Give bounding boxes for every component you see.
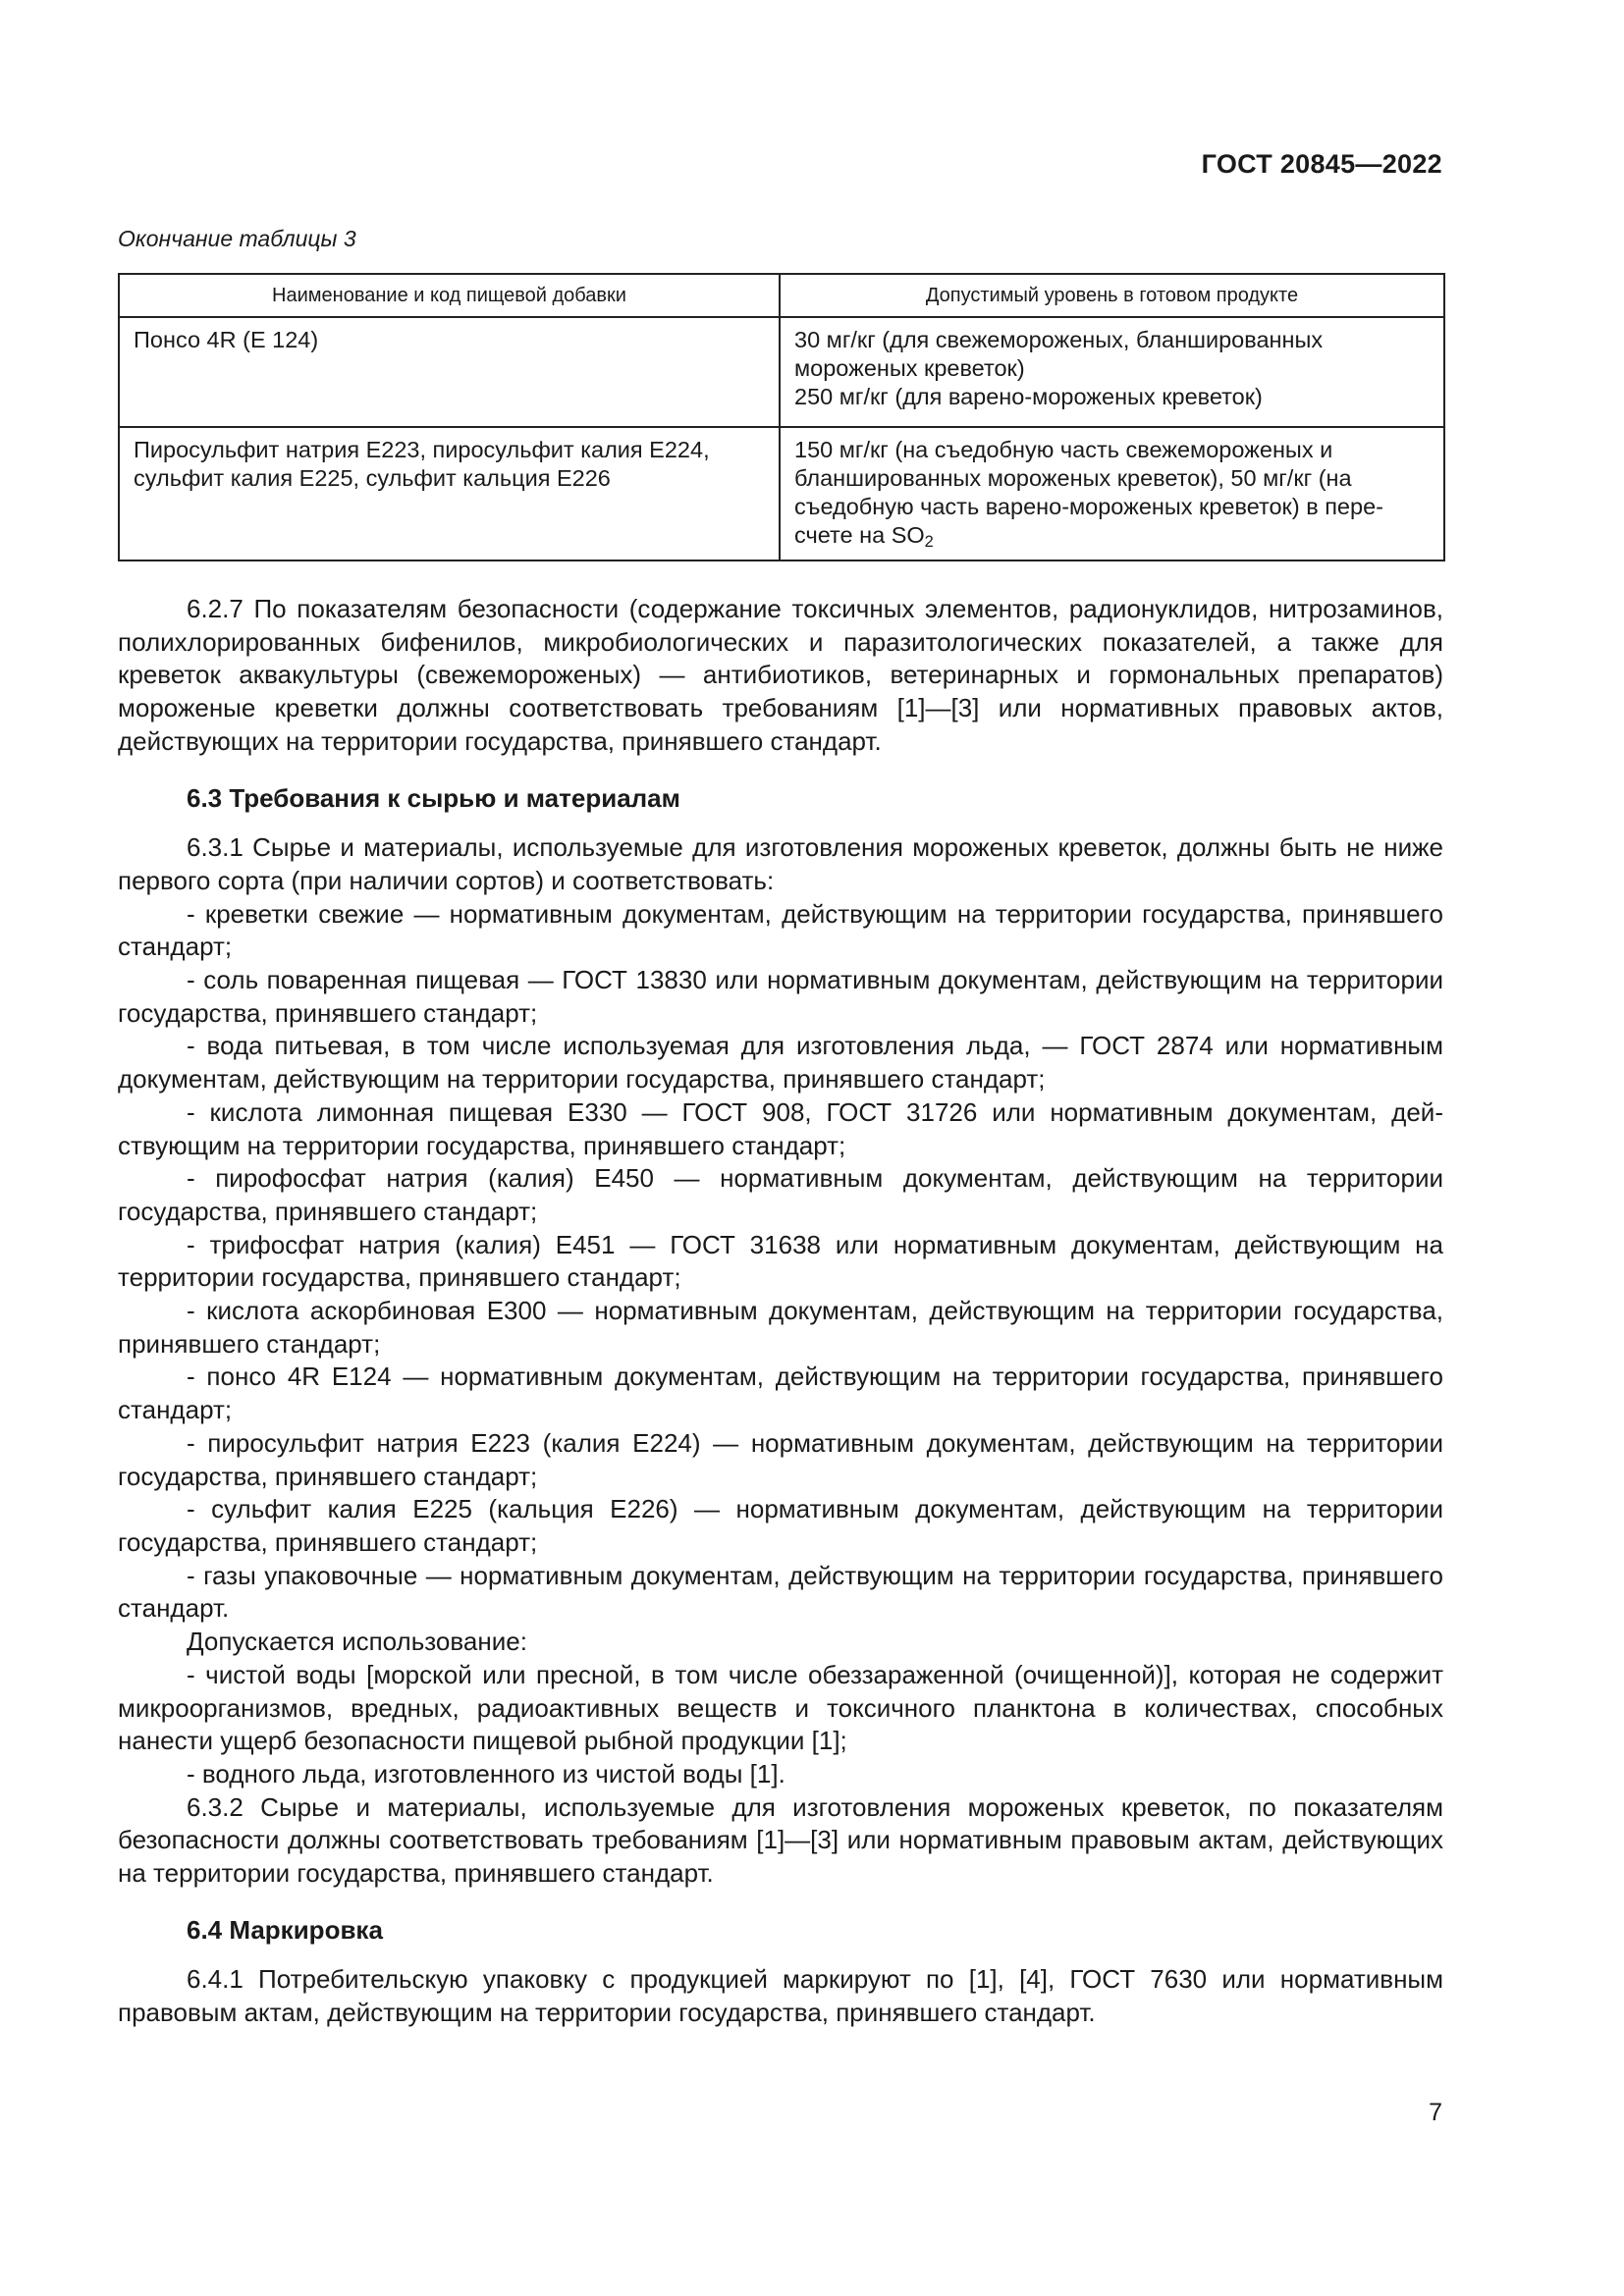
list-item: - газы упаковочные — нормативным документам, действующим на территории государства, принявшего стандарт. [118, 1560, 1443, 1624]
section-heading-6-4: 6.4 Маркировка [187, 1914, 383, 1945]
list-item: - креветки свежие — нормативным документам, действующим на территории государства, принявшего стандарт; [118, 898, 1443, 962]
permitted-level-text: 150 мг/кг (на съедобную часть свежемороженых и бланшированных мороженых креветок), 50 мг/кг (на съедобную часть варено-мороженых креветок) в пересчете на SO [794, 437, 1383, 548]
additive-name-cell: Понсо 4R (Е 124) [119, 317, 780, 427]
subscript: 2 [924, 533, 934, 552]
list-item: - вода питьевая, в том числе используемая для изготовления льда, — ГОСТ 2874 или нормативным документам, действующим на территории государства, принявшего стандарт; [118, 1031, 1443, 1095]
list-item: - трифосфат натрия (калия) Е451 — ГОСТ 31638 или нормативным документам, действующим на территории государства, принявшего стандарт; [118, 1229, 1443, 1293]
document-body [118, 593, 1443, 2030]
page-number: 7 [1429, 2099, 1442, 2126]
list-item: - соль поваренная пищевая — ГОСТ 13830 или нормативным документам, действующим на территории государства, принявшего стандарт; [118, 965, 1443, 1028]
list-item: - сульфит калия Е225 (кальция Е226) — нормативным документам, действующим на территории государства, принявшего стандарт; [118, 1494, 1443, 1557]
paragraph-6-3-2: 6.3.2 Сырье и материалы, используемые для изготовления мороженых креветок, по показателям безопасности должны соответствовать требованиям [1]—[3] или нормативным правовым актам, действующих на территории государства, принявшего стандарт. [118, 1791, 1443, 1889]
additives-table [118, 273, 1445, 561]
permitted-level-cell [780, 317, 1444, 427]
list-item: - кислота лимонная пищевая Е330 — ГОСТ 908, ГОСТ 31726 или нормативным документам, действующим на территории государства, принявшего стандарт; [118, 1096, 1443, 1160]
table-row [119, 427, 1444, 561]
paragraph-6-3-1: 6.3.1 Сырье и материалы, используемые для изготовления мороженых креветок, должны быть не ниже первого сорта (при наличии сортов) и соответствовать: [118, 832, 1443, 895]
column-header-level: Допустимый уровень в готовом продукте [780, 274, 1444, 317]
list-item: - кислота аскорбиновая Е300 — нормативным документам, действующим на территории государства, принявшего стандарт; [118, 1296, 1443, 1359]
list-item: - понсо 4R Е124 — нормативным документам, действующим на территории государства, принявшего стандарт; [118, 1362, 1443, 1425]
section-heading-6-3: 6.3 Требования к сырью и материалам [187, 782, 680, 813]
permitted-level-cell [780, 427, 1444, 561]
list-item: - чистой воды [морской или пресной, в том числе обеззараженной (очищенной)], которая не содержит микроорганизмов, вредных, радиоактивных веществ и токсичного планктона в количествах, способных нанести ущерб безопасности пищевой рыбной продукции [1]; [118, 1659, 1443, 1756]
paragraph-6-4-1: 6.4.1 Потребительскую упаковку с продукцией маркируют по [1], [4], ГОСТ 7630 или нормативным правовым актам, действующим на территории государства, принявшего стандарт. [118, 1964, 1443, 2028]
table-row [119, 317, 1444, 427]
column-header-additive: Наименование и код пищевой добавки [119, 274, 780, 317]
table-caption: Окончание таблицы 3 [118, 226, 356, 251]
list-item: - водного льда, изготовленного из чистой воды [1]. [187, 1758, 785, 1789]
permitted-level-line: 30 мг/кг (для свежемороженых, бланшированных мороженых креветок) [794, 327, 1324, 381]
list-item: - пиросульфит натрия Е223 (калия Е224) — нормативным документам, действующим на территории государства, принявшего стандарт; [118, 1427, 1443, 1491]
paragraph-6-2-7: 6.2.7 По показателям безопасности (содержание токсичных элементов, радионуклидов, нитрозаминов, полихлорированных бифенилов, микробиологических и паразитологических показателей, а также для креветок аквакультуры (свежемороженых) — антибиотиков, ветеринарных и гормональных препаратов) мороженые креветки должны соответствовать требованиям [1]—[3] или нормативных правовых актов, действующих на территории государства, принявшего стандарт. [118, 594, 1443, 756]
permitted-level-line: 250 мг/кг (для варено-мороженых креветок) [794, 384, 1263, 409]
additive-name-cell: Пиросульфит натрия Е223, пиросульфит калия Е224, сульфит калия Е225, сульфит кальция Е226 [119, 427, 780, 561]
document-number: ГОСТ 20845—2022 [1201, 149, 1442, 179]
table-header-row [119, 274, 1444, 317]
allowed-intro: Допускается использование: [187, 1627, 527, 1657]
list-item: - пирофосфат натрия (калия) Е450 — нормативным документам, действующим на территории государства, принявшего стандарт; [118, 1163, 1443, 1226]
